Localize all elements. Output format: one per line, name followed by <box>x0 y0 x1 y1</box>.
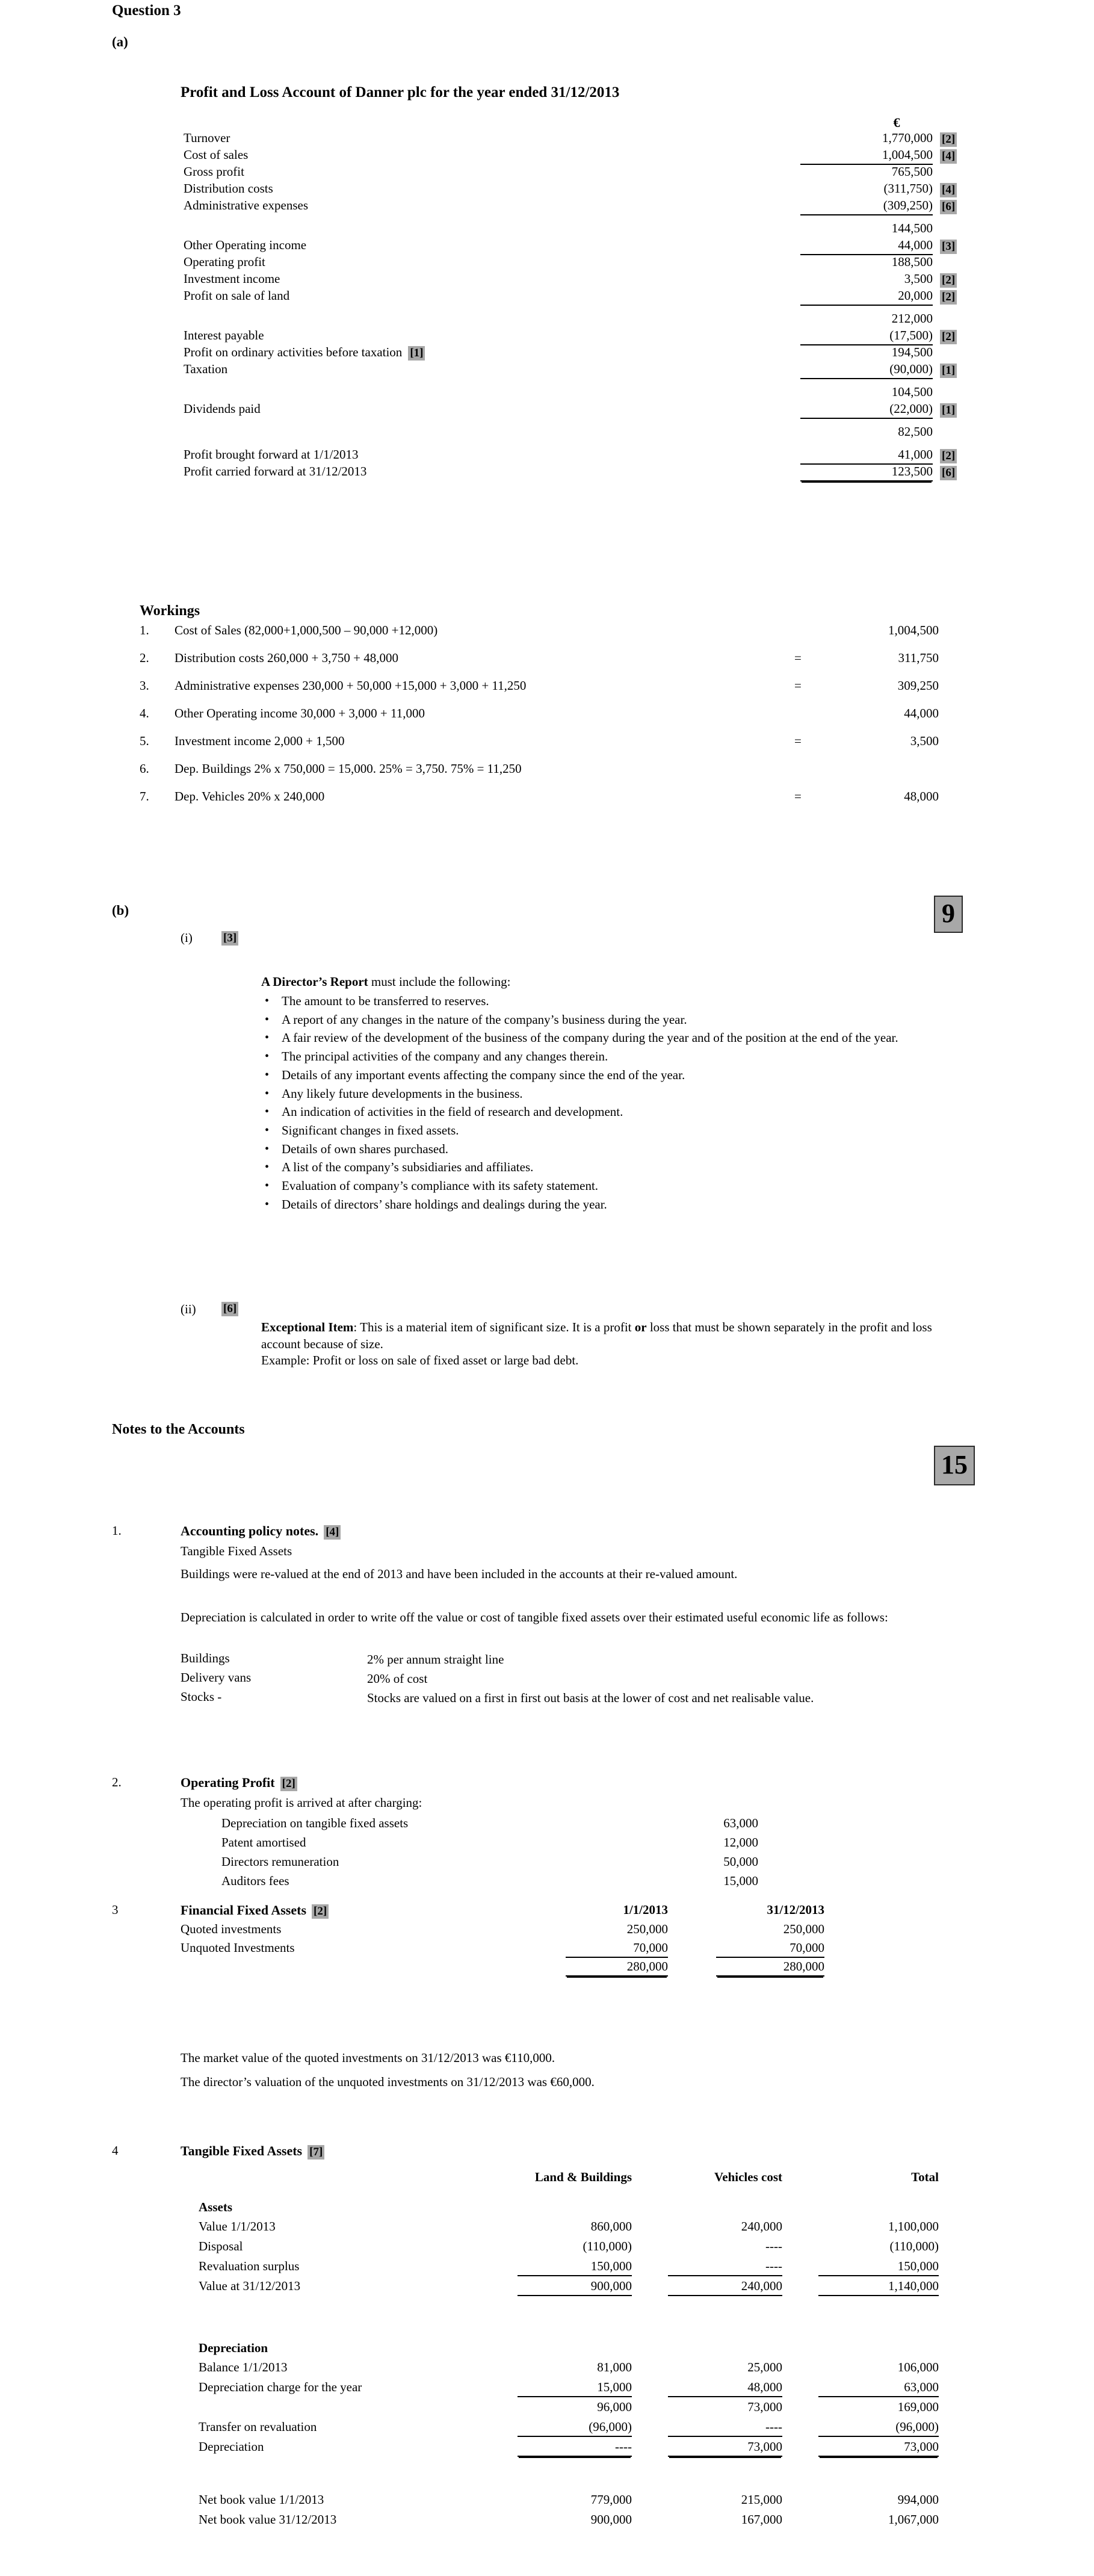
table-row <box>0 1921 1094 1940</box>
note-3-rows <box>0 1921 1094 1977</box>
note-1-definition-key: Buildings <box>181 1651 230 1665</box>
workings-item-text: Distribution costs 260,000 + 3,750 + 48,000 <box>175 651 398 665</box>
note-1-para-2: Depreciation is calculated in order to write off the value or cost of tangible fixed assets over their estimated useful economic life as follows: <box>181 1610 888 1624</box>
marks-cell <box>940 362 957 378</box>
note-4-row-col-1: (96,000) <box>518 2419 632 2437</box>
note-4-row-label: Depreciation charge for the year <box>199 2380 362 2394</box>
table-row <box>0 2439 1094 2459</box>
list-item: • Details of directors’ share holdings and dealings during the year. <box>282 1197 935 1213</box>
note-2-row-value: 15,000 <box>723 1874 758 1888</box>
profit-loss-row-amount: 123,500 <box>800 463 933 481</box>
note-2-row <box>0 1873 1094 1892</box>
currency-symbol: € <box>893 115 900 130</box>
note-2-row-value: 12,000 <box>723 1835 758 1850</box>
marks-badge: [1] <box>940 364 957 378</box>
note-1-definition-row <box>0 1670 1094 1689</box>
profit-loss-row <box>0 384 1094 401</box>
profit-loss-row-amount: (90,000) <box>800 361 933 379</box>
marks-box-notes: 15 <box>934 1446 975 1485</box>
note-4-depreciation-label: Depreciation <box>199 2341 268 2355</box>
table-row <box>0 2278 1094 2298</box>
note-4-row-col-3: 150,000 <box>818 2258 939 2276</box>
profit-loss-row <box>0 181 1094 197</box>
note-3-row-label: Quoted investments <box>181 1922 282 1936</box>
note-3-footnote-1: The market value of the quoted investments on 31/12/2013 was €110,000. <box>181 2051 555 2065</box>
workings-item <box>0 761 1094 788</box>
note-4-row-col-3: 1,100,000 <box>888 2219 939 2234</box>
table-row <box>0 2512 1094 2531</box>
note-3-col-2-header: 31/12/2013 <box>767 1903 824 1917</box>
profit-loss-row <box>0 220 1094 237</box>
list-item: • Details of any important events affecting the company since the end of the year. <box>282 1067 935 1084</box>
note-4-row-col-2: 215,000 <box>741 2492 782 2507</box>
marks-badge: [2] <box>940 273 957 288</box>
note-4-row-label: Disposal <box>199 2239 243 2253</box>
marks-badge: [1] <box>940 403 957 418</box>
note-2-row <box>0 1834 1094 1854</box>
exceptional-item-line1b: loss that must be shown separately in the profit and loss account because of size. <box>261 1320 932 1351</box>
profit-loss-row <box>0 361 1094 378</box>
profit-loss-row-label: Cost of sales <box>184 147 249 162</box>
table-row <box>0 2359 1094 2379</box>
workings-item-value: 44,000 <box>904 706 939 720</box>
profit-loss-row-label: Distribution costs <box>184 181 273 196</box>
workings-item-equals: = <box>794 789 802 803</box>
note-2-row-label: Depreciation on tangible fixed assets <box>221 1816 409 1830</box>
part-a-label: (a) <box>112 34 128 49</box>
note-4-col-1-header: Land & Buildings <box>534 2170 632 2184</box>
note-4-assets-heading <box>0 2199 1094 2219</box>
workings-item <box>0 733 1094 761</box>
table-row <box>0 2492 1094 2512</box>
note-2-row <box>0 1815 1094 1834</box>
note-3-row-col-1: 250,000 <box>626 1922 668 1936</box>
workings-item-equals: = <box>794 678 802 693</box>
workings-item-number: 6. <box>140 761 149 776</box>
workings-item-equals: = <box>794 734 802 748</box>
workings-item-text: Other Operating income 30,000 + 3,000 + 11,000 <box>175 706 425 720</box>
exceptional-item-example: Example: Profit or loss on sale of fixed asset or large bad debt. <box>261 1353 579 1368</box>
list-item: • Details of own shares purchased. <box>282 1141 935 1158</box>
note-3-col-1-header: 1/1/2013 <box>623 1903 668 1917</box>
marks-cell <box>940 464 957 480</box>
marks-cell <box>940 271 957 288</box>
profit-loss-row-label: Profit carried forward at 31/12/2013 <box>184 464 367 478</box>
exceptional-item-text <box>261 1319 941 1369</box>
list-item: • Significant changes in fixed assets. <box>282 1122 935 1139</box>
profit-loss-row <box>0 271 1094 288</box>
note-4-row-label: Transfer on revaluation <box>199 2420 317 2434</box>
profit-loss-row <box>0 344 1094 361</box>
list-item: • Any likely future developments in the business. <box>282 1086 935 1103</box>
note-4-row-col-1: 860,000 <box>590 2219 632 2234</box>
note-3-row-col-2: 280,000 <box>716 1958 824 1977</box>
note-4-row-col-1: ---- <box>518 2439 632 2457</box>
marks-note-1: [4] <box>324 1525 341 1540</box>
list-item: • A fair review of the development of the business of the company during the year and of the position at the end of the year. <box>282 1030 935 1047</box>
note-4-row-col-3: (96,000) <box>818 2419 939 2437</box>
note-4-row-col-1: 96,000 <box>597 2400 632 2414</box>
profit-loss-row-label: Taxation <box>184 362 228 376</box>
marks-cell <box>940 198 957 214</box>
profit-loss-row-label: Dividends paid <box>184 401 261 416</box>
note-4-row-col-2: 73,000 <box>668 2439 782 2457</box>
workings-list <box>0 622 1094 816</box>
workings-item-equals: = <box>794 651 802 665</box>
note-4-row-col-1: 779,000 <box>590 2492 632 2507</box>
table-row <box>0 2238 1094 2258</box>
profit-loss-row <box>0 327 1094 344</box>
marks-cell <box>940 401 957 418</box>
workings-item <box>0 622 1094 650</box>
note-4-row-col-2: ---- <box>668 2258 782 2276</box>
note-1-definition-value: 2% per annum straight line <box>367 1652 504 1667</box>
note-4-row-col-3: 106,000 <box>897 2360 939 2374</box>
profit-loss-row <box>0 130 1094 147</box>
note-4-row-col-2: ---- <box>668 2419 782 2437</box>
workings-item-text: Dep. Vehicles 20% x 240,000 <box>175 789 325 803</box>
profit-loss-row-amount: 212,000 <box>891 311 933 326</box>
note-4-row-col-2: 48,000 <box>668 2379 782 2397</box>
workings-item-text: Administrative expenses 230,000 + 50,000 +15,000 + 3,000 + 11,250 <box>175 678 527 693</box>
profit-loss-row-label: Interest payable <box>184 328 264 342</box>
marks-badge: [2] <box>940 290 957 305</box>
workings-item <box>0 788 1094 816</box>
exceptional-item-or: or <box>634 1320 647 1334</box>
directors-report-bold-lead: A Director’s Report <box>261 974 368 989</box>
note-2-row-label: Patent amortised <box>221 1835 306 1850</box>
workings-title: Workings <box>140 603 200 619</box>
profit-loss-row-label: Operating profit <box>184 255 265 269</box>
note-4-row-col-3: 1,140,000 <box>818 2278 939 2296</box>
profit-loss-row <box>0 147 1094 164</box>
marks-badge: [6] <box>940 200 957 214</box>
note-4-col-2-header: Vehicles cost <box>714 2170 782 2184</box>
profit-loss-row-amount: 1,770,000 <box>882 131 933 145</box>
workings-item-value: 309,250 <box>897 678 939 693</box>
note-3-row-col-2: 250,000 <box>783 1922 824 1936</box>
note-4-assets-label: Assets <box>199 2200 232 2214</box>
list-item: • A report of any changes in the nature of the company’s business during the year. <box>282 1012 935 1029</box>
note-4-number: 4 <box>112 2143 119 2158</box>
profit-loss-row-amount: (17,500) <box>800 327 933 345</box>
note-2-row-value: 63,000 <box>723 1816 758 1830</box>
note-4-row-label: Balance 1/1/2013 <box>199 2360 288 2374</box>
directors-report-bullets <box>261 993 935 1215</box>
marks-badge: [2] <box>940 449 957 463</box>
workings-item <box>0 678 1094 705</box>
profit-loss-row-amount: 104,500 <box>891 385 933 399</box>
profit-loss-row <box>0 311 1094 327</box>
list-item: • An indication of activities in the field of research and development. <box>282 1104 935 1121</box>
profit-loss-row-label: Administrative expenses <box>184 198 309 212</box>
profit-loss-row-label: Other Operating income <box>184 238 307 252</box>
note-4-col-3-header: Total <box>911 2170 939 2184</box>
note-2-row <box>0 1854 1094 1873</box>
note-1-definition-row <box>0 1650 1094 1670</box>
marks-badge: [2] <box>940 132 957 147</box>
table-row <box>0 2399 1094 2419</box>
profit-loss-row-amount: 3,500 <box>904 271 933 286</box>
profit-loss-row <box>0 288 1094 305</box>
note-3-row-col-1: 280,000 <box>566 1958 668 1977</box>
marks-note-3: [2] <box>312 1904 329 1919</box>
profit-loss-row-label: Profit on sale of land <box>184 288 290 303</box>
note-3-row-label: Unquoted Investments <box>181 1940 295 1955</box>
note-4-row-col-2: 167,000 <box>741 2512 782 2527</box>
profit-loss-account <box>0 114 1094 480</box>
marks-badge: [4] <box>940 183 957 197</box>
profit-loss-row <box>0 424 1094 441</box>
note-4-row-label: Net book value 31/12/2013 <box>199 2512 337 2527</box>
note-4-row-col-1: 150,000 <box>518 2258 632 2276</box>
marks-cell <box>940 238 957 254</box>
note-4-row-col-2: 73,000 <box>747 2400 782 2414</box>
profit-loss-row-amount: 44,000 <box>800 237 933 255</box>
profit-loss-row-amount: (309,250) <box>800 197 933 215</box>
note-4-assets-rows <box>0 2218 1094 2298</box>
marks-cell <box>940 288 957 305</box>
marks-cell <box>940 147 957 164</box>
note-3-row-col-2: 70,000 <box>716 1940 824 1958</box>
note-4-row-col-3: 63,000 <box>818 2379 939 2397</box>
marks-cell <box>940 181 957 197</box>
workings-item-value: 48,000 <box>904 789 939 803</box>
note-4-depreciation-heading <box>0 2340 1094 2360</box>
note-4-row-label: Net book value 1/1/2013 <box>199 2492 324 2507</box>
note-4-depreciation-rows <box>0 2359 1094 2459</box>
table-row <box>0 1940 1094 1958</box>
profit-loss-row <box>0 401 1094 418</box>
profit-loss-row-amount: (22,000) <box>800 401 933 419</box>
note-4-row-col-1: (110,000) <box>583 2239 632 2253</box>
note-3-footnote-2: The director’s valuation of the unquoted investments on 31/12/2013 was €60,000. <box>181 2075 595 2089</box>
profit-loss-row-amount: 1,004,500 <box>800 147 933 165</box>
note-1-definition-value: Stocks are valued on a first in first out basis at the lower of cost and net realisable value. <box>367 1691 814 1705</box>
workings-item-text: Investment income 2,000 + 1,500 <box>175 734 345 748</box>
profit-loss-row-label: Investment income <box>184 271 280 286</box>
table-row <box>0 2258 1094 2278</box>
profit-loss-row-amount: (311,750) <box>883 181 933 196</box>
marks-box-b: 9 <box>934 896 963 933</box>
marks-badge: [4] <box>940 149 957 164</box>
profit-loss-row-amount: 20,000 <box>800 288 933 306</box>
note-3-number: 3 <box>112 1903 119 1917</box>
marks-note-4: [7] <box>307 2145 324 2160</box>
marks-badge: [6] <box>940 466 957 480</box>
note-1-definition-key: Stocks - <box>181 1689 222 1704</box>
list-item: • The principal activities of the company and any changes therein. <box>282 1048 935 1065</box>
note-1-definitions <box>0 1650 1094 1708</box>
page-title: Question 3 <box>112 2 181 19</box>
note-1-title: Accounting policy notes. [4] <box>181 1523 341 1540</box>
list-item: • A list of the company’s subsidiaries and affiliates. <box>282 1159 935 1176</box>
exceptional-item-line1a: : This is a material item of significant size. It is a profit <box>353 1320 635 1334</box>
marks-cell <box>940 447 957 463</box>
note-4-row-col-1: 900,000 <box>590 2512 632 2527</box>
profit-loss-row-label: Profit on ordinary activities before taxation [1] <box>184 344 425 361</box>
profit-loss-row-amount: 188,500 <box>891 255 933 269</box>
note-4-row-col-2: 240,000 <box>741 2219 782 2234</box>
profit-loss-row <box>0 463 1094 480</box>
workings-item-number: 1. <box>140 623 149 637</box>
note-4-row-col-1: 900,000 <box>518 2278 632 2296</box>
note-4-row-col-3: 1,067,000 <box>888 2512 939 2527</box>
note-4-row-col-2: ---- <box>765 2239 782 2253</box>
note-4-row-label: Value at 31/12/2013 <box>199 2279 301 2293</box>
workings-item <box>0 705 1094 733</box>
marks-inline: [1] <box>408 346 425 361</box>
note-4-row-col-3: 994,000 <box>897 2492 939 2507</box>
note-1-definition-row <box>0 1689 1094 1708</box>
workings-item-number: 3. <box>140 678 149 693</box>
marks-note-2: [2] <box>280 1777 297 1791</box>
profit-loss-row <box>0 447 1094 463</box>
note-2-intro: The operating profit is arrived at after charging: <box>181 1795 422 1810</box>
list-item: • Evaluation of company’s compliance with its safety statement. <box>282 1178 935 1195</box>
note-4-title: Tangible Fixed Assets [7] <box>181 2143 324 2160</box>
profit-loss-row <box>0 197 1094 214</box>
note-4-row-label: Depreciation <box>199 2439 264 2454</box>
profit-loss-row-amount: 765,500 <box>891 164 933 179</box>
marks-cell <box>940 131 957 147</box>
directors-report-intro-rest: must include the following: <box>368 974 511 989</box>
workings-item-text: Dep. Buildings 2% x 750,000 = 15,000. 25% = 3,750. 75% = 11,250 <box>175 761 522 776</box>
note-4-row-col-1: 15,000 <box>518 2379 632 2397</box>
table-row <box>0 2419 1094 2439</box>
profit-loss-row-label: Turnover <box>184 131 230 145</box>
note-2-row-label: Auditors fees <box>221 1874 289 1888</box>
profit-loss-row-amount: 41,000 <box>800 447 933 465</box>
part-b-i-label: (i) <box>181 930 193 945</box>
profit-loss-row-amount: 82,500 <box>898 424 933 439</box>
note-4-header-row <box>0 2169 1094 2189</box>
note-4-row-col-2: 240,000 <box>668 2278 782 2296</box>
workings-item <box>0 650 1094 678</box>
note-4-row-col-2: 25,000 <box>747 2360 782 2374</box>
workings-item-number: 2. <box>140 651 149 665</box>
workings-item-number: 4. <box>140 706 149 720</box>
marks-b-ii: [6] <box>221 1300 238 1316</box>
profit-loss-rows <box>0 130 1094 480</box>
marks-badge: [2] <box>940 330 957 344</box>
notes-title: Notes to the Accounts <box>112 1422 245 1437</box>
directors-report-intro <box>261 974 510 990</box>
part-b-ii-label: (ii) <box>181 1302 196 1316</box>
table-row <box>0 2379 1094 2399</box>
marks-badge: [3] <box>940 240 957 254</box>
note-1-para-1: Buildings were re-valued at the end of 2013 and have been included in the accounts at their re-valued amount. <box>181 1567 738 1581</box>
note-3-title: Financial Fixed Assets [2] <box>181 1902 329 1919</box>
profit-loss-row-amount: 194,500 <box>891 345 933 359</box>
note-1-definition-value: 20% of cost <box>367 1671 428 1686</box>
profit-loss-row-label: Gross profit <box>184 164 244 179</box>
note-3-row-col-1: 70,000 <box>566 1940 668 1958</box>
note-4-row-col-1: 81,000 <box>597 2360 632 2374</box>
exceptional-item-lead: Exceptional Item <box>261 1320 354 1334</box>
note-4-row-label: Value 1/1/2013 <box>199 2219 276 2234</box>
note-2-number: 2. <box>112 1775 122 1789</box>
profit-loss-row <box>0 254 1094 271</box>
profit-loss-row-label: Profit brought forward at 1/1/2013 <box>184 447 359 462</box>
profit-loss-row-amount: 144,500 <box>891 221 933 235</box>
workings-item-number: 5. <box>140 734 149 748</box>
workings-item-value: 311,750 <box>898 651 939 665</box>
note-2-rows <box>0 1815 1094 1892</box>
profit-loss-row <box>0 237 1094 254</box>
list-item: • The amount to be transferred to reserves. <box>282 993 935 1010</box>
note-4-row-col-3: 73,000 <box>818 2439 939 2457</box>
workings-item-value: 3,500 <box>910 734 939 748</box>
workings-item-text: Cost of Sales (82,000+1,000,500 – 90,000 +12,000) <box>175 623 438 637</box>
profit-loss-row <box>0 164 1094 181</box>
note-4-nbv-rows <box>0 2492 1094 2531</box>
note-2-row-label: Directors remuneration <box>221 1854 339 1869</box>
workings-item-value: 1,004,500 <box>888 623 939 637</box>
marks-cell <box>940 328 957 344</box>
note-1-subtitle: Tangible Fixed Assets <box>181 1544 292 1558</box>
table-row <box>0 1958 1094 1977</box>
note-1-definition-key: Delivery vans <box>181 1670 252 1685</box>
part-b-label: (b) <box>112 903 129 918</box>
note-4-row-col-3: 169,000 <box>897 2400 939 2414</box>
note-4-row-label: Revaluation surplus <box>199 2259 300 2273</box>
note-2-row-value: 50,000 <box>723 1854 758 1869</box>
table-row <box>0 2218 1094 2238</box>
marks-b-i: [3] <box>221 929 238 946</box>
note-1-number: 1. <box>112 1523 122 1538</box>
note-4-row-col-3: (110,000) <box>889 2239 939 2253</box>
workings-item-number: 7. <box>140 789 149 803</box>
note-2-title: Operating Profit [2] <box>181 1774 297 1792</box>
profit-loss-title: Profit and Loss Account of Danner plc for the year ended 31/12/2013 <box>181 84 620 101</box>
